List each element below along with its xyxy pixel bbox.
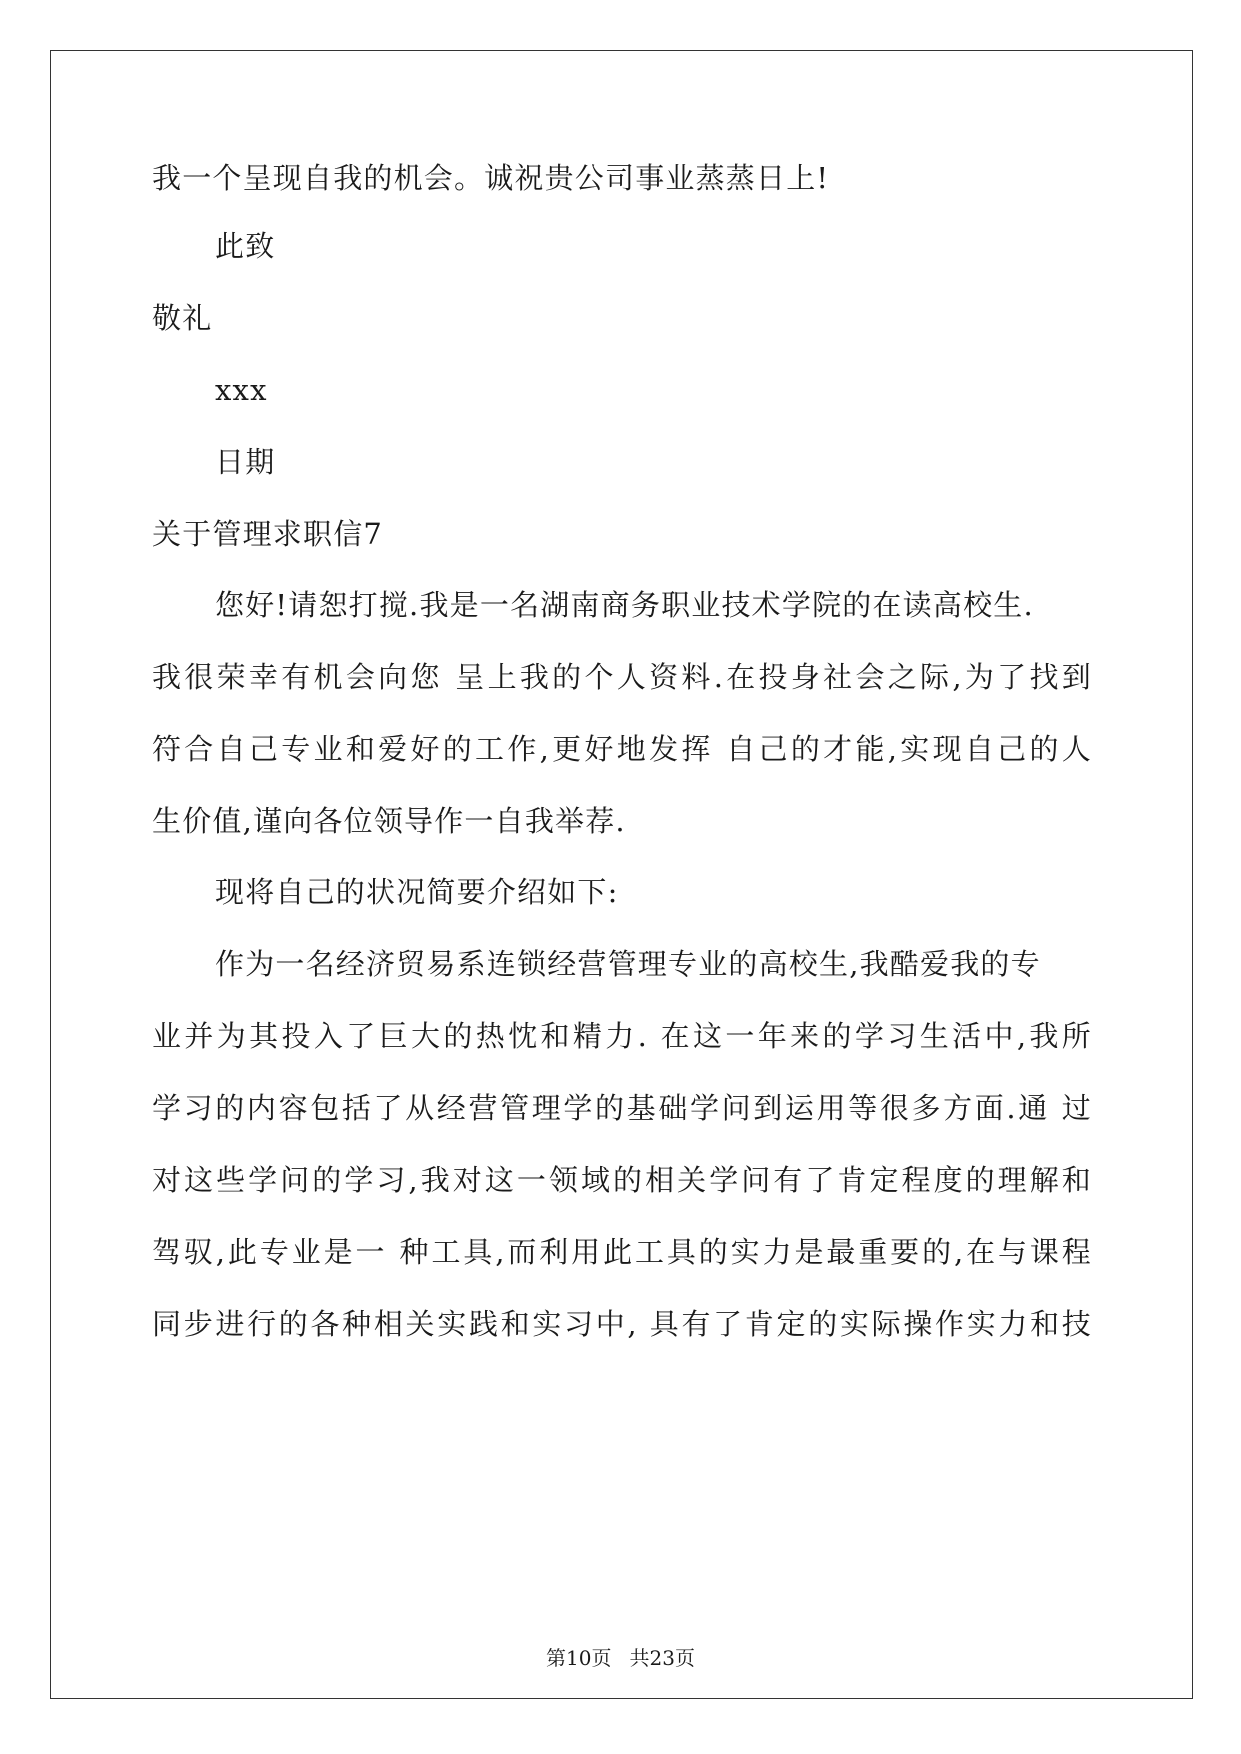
text-line: 生价值,谨向各位领导作一自我举荐. xyxy=(152,804,626,838)
text-line: 作为一名经济贸易系连锁经营管理专业的高校生,我酷爱我的专 xyxy=(215,947,1041,981)
text-line: 我一个呈现自我的机会。诚祝贵公司事业蒸蒸日上! xyxy=(152,161,830,195)
signature-date: 日期 xyxy=(215,445,276,479)
page-total: 共23页 xyxy=(629,1646,695,1670)
page-number: 第10页 xyxy=(546,1646,612,1670)
section-heading: 关于管理求职信7 xyxy=(152,517,384,551)
closing-regards: 敬礼 xyxy=(152,301,213,335)
text-line: 您好!请恕打搅.我是一名湖南商务职业技术学院的在读高校生. xyxy=(215,588,1034,622)
signature-name: xxx xyxy=(215,373,268,407)
text-line: 符合自己专业和爱好的工作,更好地发挥 自己的才能,实现自己的人 xyxy=(152,732,1092,766)
text-line: 业并为其投入了巨大的热忱和精力. 在这一年来的学习生活中,我所 xyxy=(152,1019,1092,1053)
text-line: 现将自己的状况简要介绍如下: xyxy=(215,875,619,909)
text-line: 驾驭,此专业是一 种工具,而利用此工具的实力是最重要的,在与课程 xyxy=(152,1235,1092,1269)
closing-salutation: 此致 xyxy=(215,229,276,263)
text-line: 学习的内容包括了从经营管理学的基础学问到运用等很多方面.通 过 xyxy=(152,1091,1092,1125)
text-line: 我很荣幸有机会向您 呈上我的个人资料.在投身社会之际,为了找到 xyxy=(152,660,1092,694)
text-line: 同步进行的各种相关实践和实习中, 具有了肯定的实际操作实力和技 xyxy=(152,1307,1092,1341)
page-footer xyxy=(0,1645,1241,1671)
text-line: 对这些学问的学习,我对这一领域的相关学问有了肯定程度的理解和 xyxy=(152,1163,1092,1197)
